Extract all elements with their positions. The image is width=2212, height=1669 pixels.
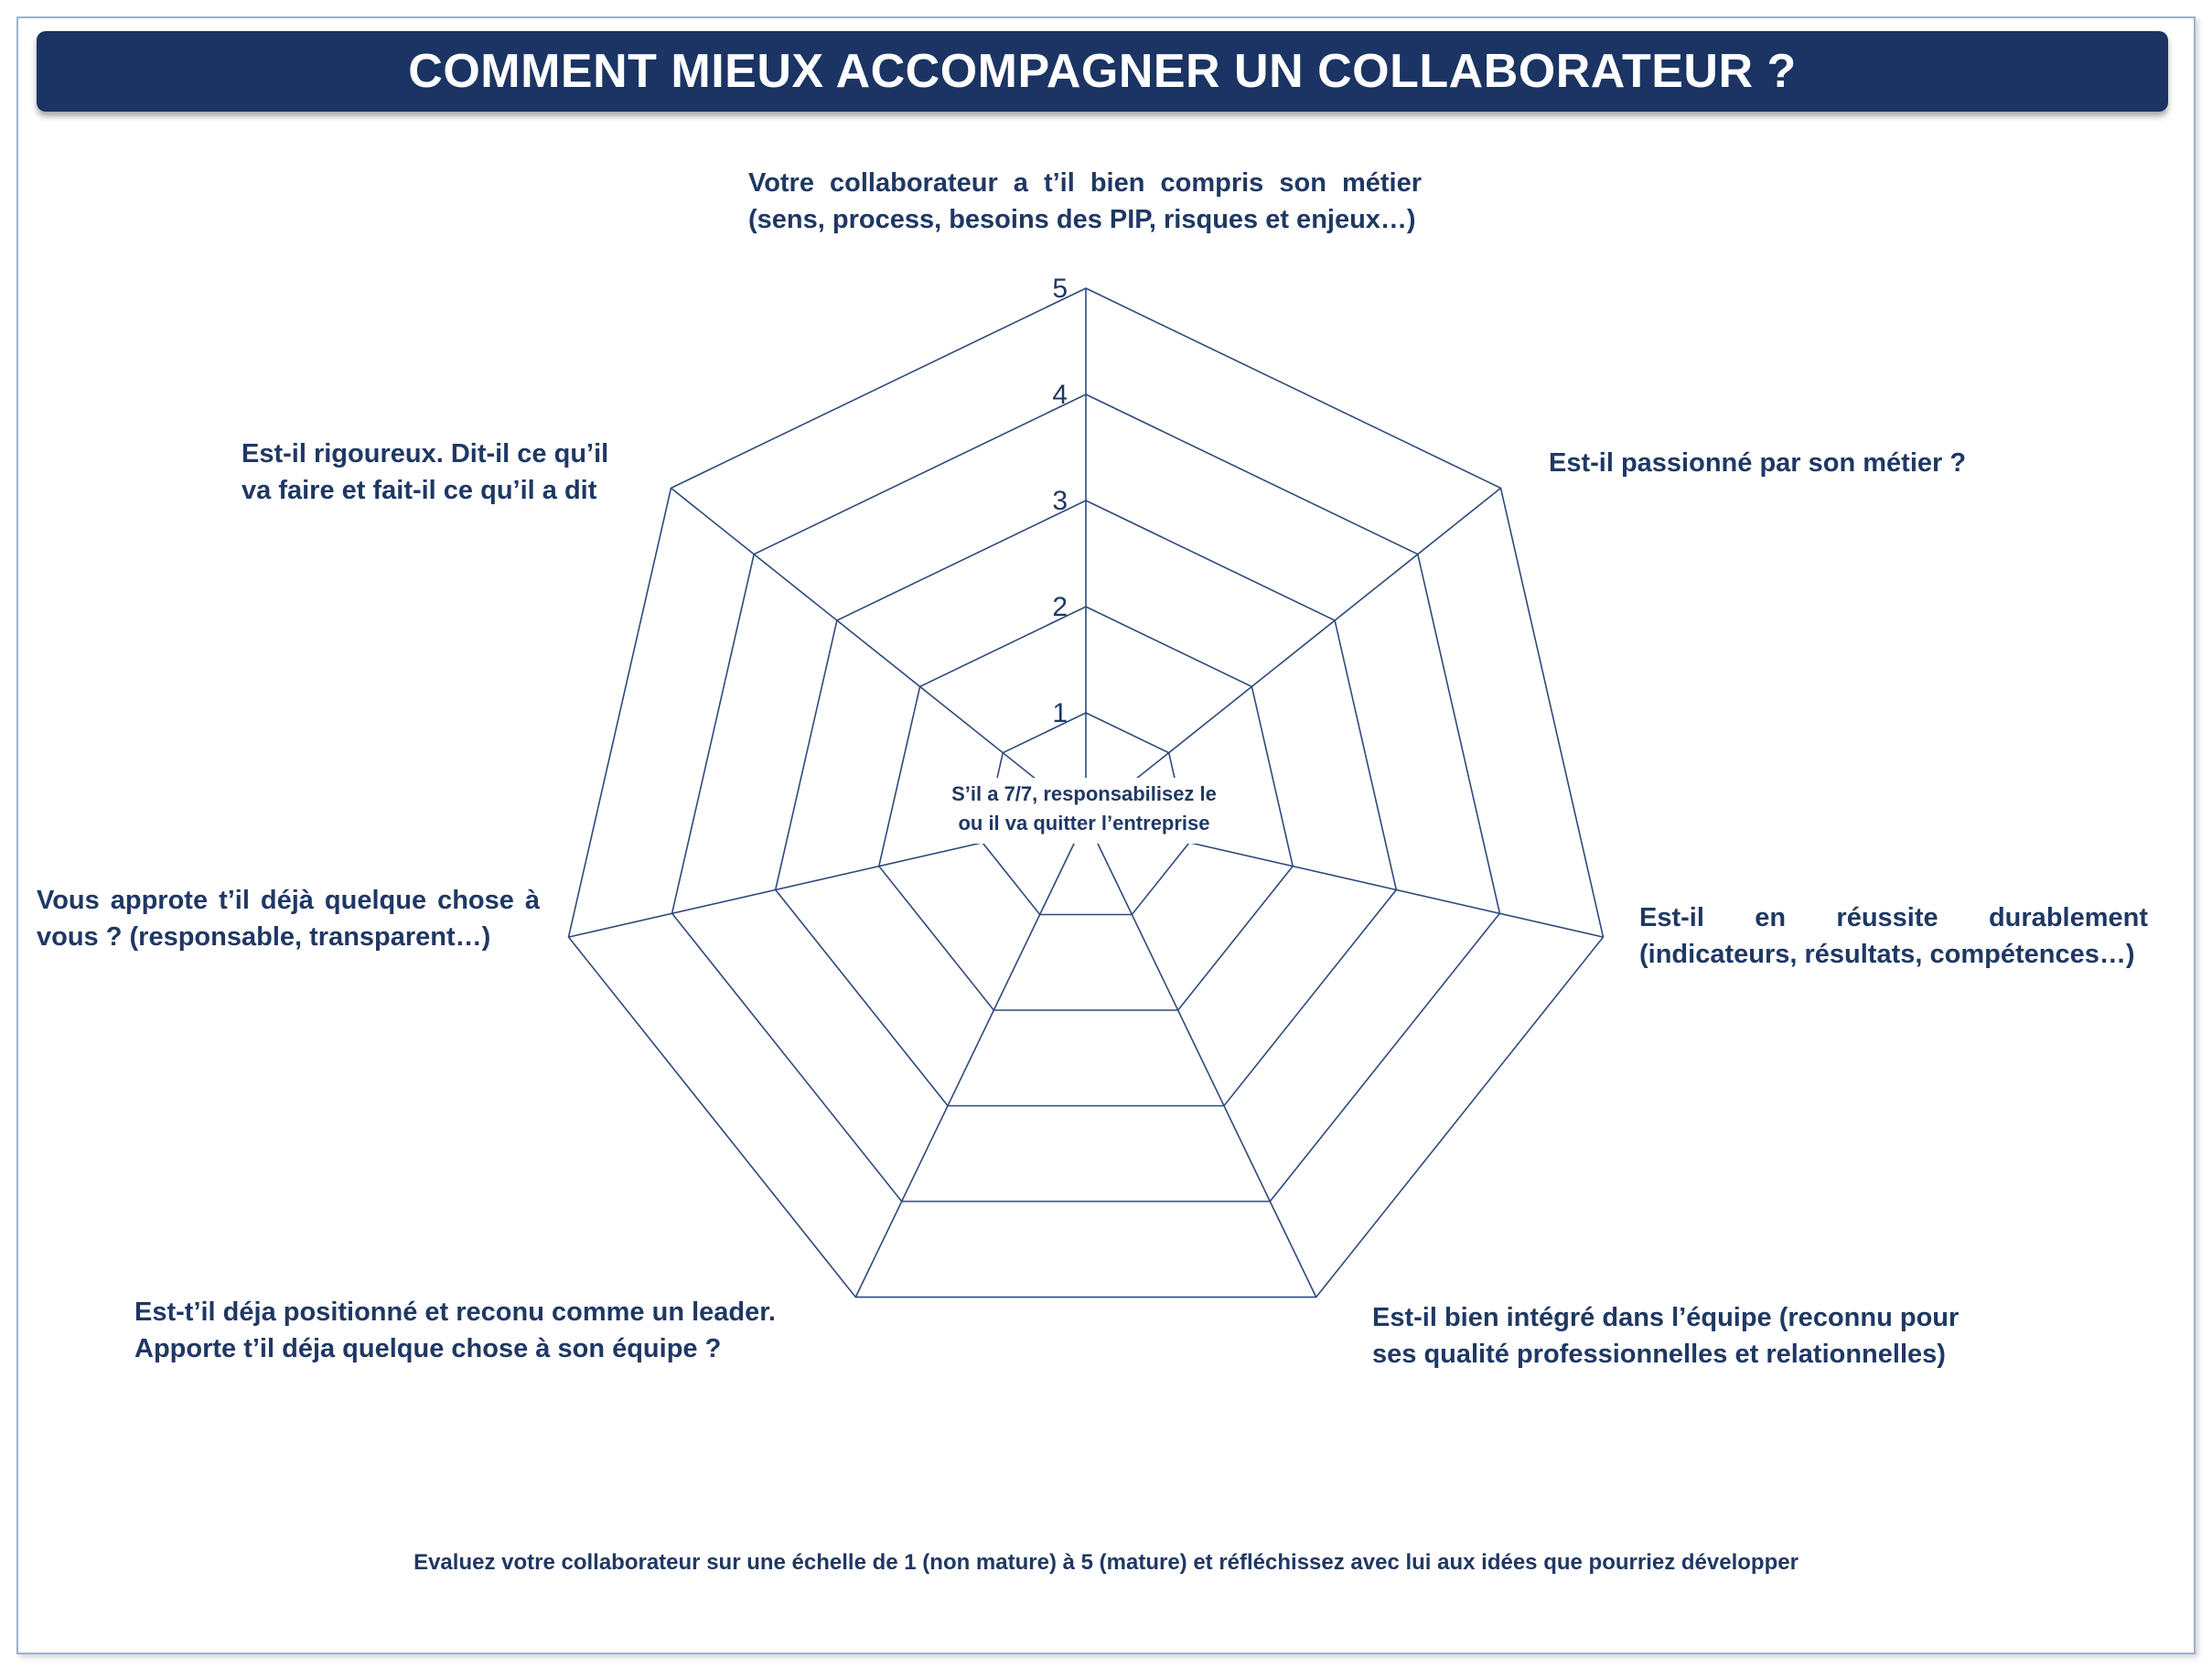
axis-label-line: va faire et fait-il ce qu’il a dit (242, 476, 597, 505)
axis-label-success (1639, 899, 2148, 973)
axis-label-line: Est-il bien intégré dans l’équipe (reconnu pour (1372, 1303, 1960, 1332)
center-note-line: S’il a 7/7, responsabilisez le (951, 782, 1217, 805)
axis-label-line: ses qualité professionnelles et relationnelles) (1372, 1340, 1946, 1369)
page-title: COMMENT MIEUX ACCOMPAGNER UN COLLABORATEUR ? (408, 45, 1797, 98)
center-note-line: ou il va quitter l’entreprise (958, 812, 1210, 834)
axis-label-line: (sens, process, besoins des PIP, risques et enjeux…) (748, 205, 1416, 234)
axis-label-integration (1372, 1299, 2031, 1373)
axis-label-line: Vous approte t’il déjà quelque chose à (37, 886, 540, 915)
axis-label-line: vous ? (responsable, transparent…) (37, 922, 491, 952)
axis-label-line: Apporte t’il déja quelque chose à son équipe ? (134, 1334, 722, 1363)
axis-label-line: Votre collaborateur a t’il bien compris son métier (748, 168, 1422, 198)
axis-label-line: Est-il en réussite durablement (1639, 903, 2148, 932)
scale-label-3: 3 (1052, 486, 1068, 516)
axis-label-contribution (37, 882, 540, 955)
radar-spoke-5 (855, 819, 1086, 1298)
axis-label-rigor (242, 436, 635, 509)
axis-label-understanding (748, 165, 1422, 238)
scale-label-2: 2 (1052, 592, 1068, 622)
axis-label-line: Est-t’il déja positionné et reconu comme un leader. (134, 1298, 776, 1327)
axis-label-line: Est-il rigoureux. Dit-il ce qu’il (242, 439, 609, 468)
axis-label-line: Est-il passionné par son métier ? (1549, 448, 1967, 478)
radar-spoke-7 (671, 488, 1087, 819)
radar-spoke-4 (1086, 819, 1316, 1298)
center-note (933, 780, 1235, 838)
radar-spoke-2 (1086, 488, 1501, 819)
scale-label-4: 4 (1052, 380, 1068, 410)
radar-scale-labels (1052, 274, 1068, 728)
axis-label-leadership (134, 1294, 830, 1367)
axis-label-passion (1549, 445, 2024, 481)
scale-label-1: 1 (1052, 698, 1068, 728)
footer-instructions: Evaluez votre collaborateur sur une échelle de 1 (non mature) à 5 (mature) et réfléchissez avec lui aux idées que pourriez développer (413, 1550, 1799, 1575)
axis-label-line: (indicateurs, résultats, compétences…) (1639, 940, 2135, 969)
scale-label-5: 5 (1052, 274, 1068, 304)
